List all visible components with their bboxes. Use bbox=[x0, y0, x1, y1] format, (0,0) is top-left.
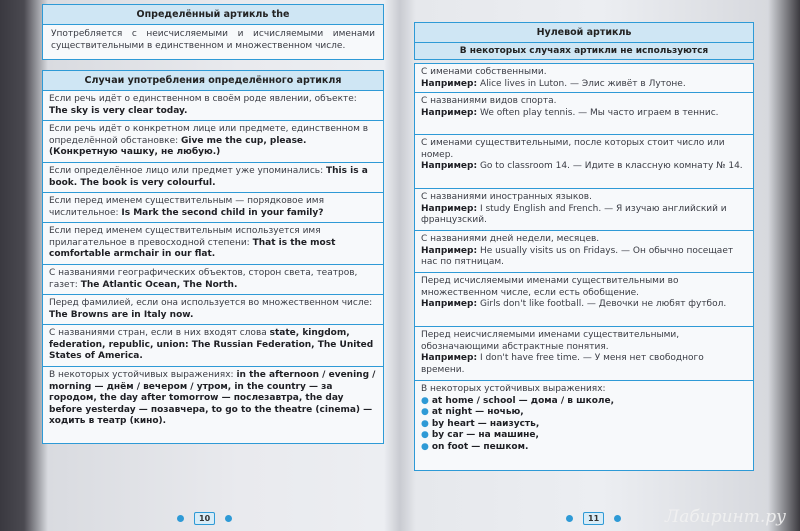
zero-case-row: С именами собственными. Например: Alice lives in Luton. — Элис живёт в Лутоне. bbox=[414, 63, 754, 93]
case-row: Если речь идёт о конкретном лице или предмете, единственном в определённой обстановке: Give me the cup, please. (Конкретную чашку, не любую.) bbox=[42, 121, 384, 163]
bullet-icon: ● bbox=[421, 407, 429, 417]
zero-case-row: Перед исчисляемыми именами существительными во множественном числе, если есть обобщение. Например: Girls don't like football. — Девочки не любят футбол. bbox=[414, 273, 754, 327]
case-row: С названиями стран, если в них входят слова state, kingdom, federation, republic, union: The Russian Federation, The United States of America. bbox=[42, 325, 384, 367]
right-pager bbox=[566, 512, 621, 525]
page-number: 10 bbox=[194, 512, 215, 525]
definite-article-text: Употребляется с неисчисляемыми и исчисляемыми именами существительными в единственном и множественном числе. bbox=[51, 29, 375, 51]
bullet-icon: ● bbox=[421, 430, 429, 440]
page-dot-icon bbox=[225, 515, 232, 522]
page-number: 11 bbox=[583, 512, 604, 525]
page-dot-icon bbox=[177, 515, 184, 522]
bullet-icon: ● bbox=[421, 418, 429, 429]
case-row: Если определённое лицо или предмет уже упоминались: This is a book. The book is very colourful. bbox=[42, 163, 384, 193]
phrases-row: В некоторых устойчивых выражениях: ● at home / school — дома / в школе, ● at night — ночью, ● by heart — наизусть, ● by car — на машине, ● on foot — пешком. bbox=[414, 381, 754, 471]
zero-case-row: С названиями дней недели, месяцев. Например: He usually visits us on Fridays. — Он обычно посещает нас по пятницам. bbox=[414, 231, 754, 273]
right-page bbox=[406, 0, 766, 531]
definite-article-title: Определённый артикль the bbox=[43, 5, 383, 25]
zero-case-row: С именами существительными, после которых стоит число или номер. Например: Go to classroom 14. — Идите в классную комнату № 14. bbox=[414, 135, 754, 189]
case-row: Если перед именем существительным — порядковое имя числительное: Is Mark the second child in your family? bbox=[42, 193, 384, 223]
page-dot-icon bbox=[566, 515, 573, 522]
definite-article-box bbox=[42, 4, 384, 60]
zero-article-title: Нулевой артикль bbox=[414, 22, 754, 43]
watermark: Лабиринт.ру bbox=[665, 507, 786, 527]
zero-article-table bbox=[414, 22, 754, 471]
case-row: Перед фамилией, если она используется во множественном числе: The Browns are in Italy now. bbox=[42, 295, 384, 325]
cases-title: Случаи употребления определённого артикля bbox=[42, 70, 384, 91]
case-row: Если перед именем существительным используется имя прилагательное в превосходной степени: That is the most comfortable armchair in our flat. bbox=[42, 223, 384, 265]
page-dot-icon bbox=[614, 515, 621, 522]
zero-case-row: С названиями видов спорта. Например: We often play tennis. — Мы часто играем в теннис. bbox=[414, 93, 754, 135]
case-row: С названиями географических объектов, сторон света, театров, газет: The Atlantic Ocean, The North. bbox=[42, 265, 384, 295]
left-page bbox=[22, 0, 388, 531]
bullet-icon: ● bbox=[421, 441, 429, 452]
left-pager bbox=[177, 512, 232, 525]
zero-case-row: Перед неисчисляемыми именами существительными, обозначающими абстрактные понятия. Например: I don't have free time. — У меня нет свободного времени. bbox=[414, 327, 754, 381]
zero-article-subtitle: В некоторых случаях артикли не используются bbox=[414, 43, 754, 60]
zero-case-row: С названиями иностранных языков. Например: I study English and French. — Я изучаю английский и французский. bbox=[414, 189, 754, 231]
bullet-icon: ● bbox=[421, 395, 429, 406]
cases-table bbox=[42, 70, 384, 444]
case-row: Если речь идёт о единственном в своём роде явлении, объекте: The sky is very clear today. bbox=[42, 91, 384, 121]
case-row: В некоторых устойчивых выражениях: in the afternoon / evening / morning — днём / вечером / утром, in the country — за городом, the day after tomorrow — послезавтра, the day before yesterday — позавчера, to go to the theatre (cinema) — ходить в театр (кино). bbox=[42, 367, 384, 444]
